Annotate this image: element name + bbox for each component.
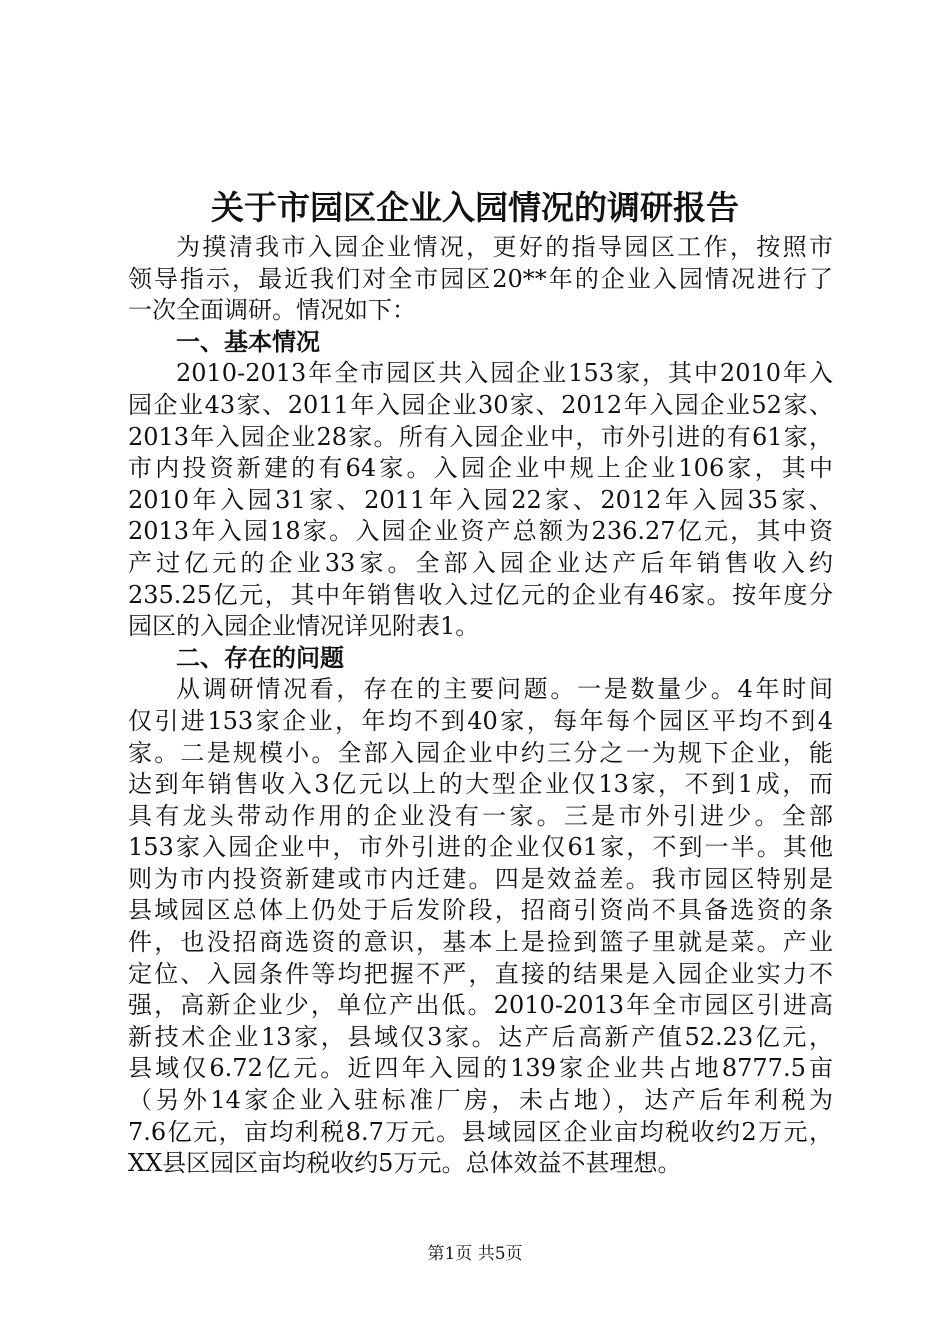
section1-line: 2013年入园18家。入园企业资产总额为236.27亿元，其中资 bbox=[128, 517, 833, 546]
section2-line: 定位、入园条件等均把握不严，直接的结果是入园企业实力不 bbox=[128, 959, 833, 988]
section2-line: 则为市内投资新建或市内迁建。四是效益差。我市园区特别是 bbox=[128, 864, 833, 893]
section2-line: 件，也没招商选资的意识，基本上是捡到篮子里就是菜。产业 bbox=[128, 928, 833, 957]
section2-line: 具有龙头带动作用的企业没有一家。三是市外引进少。全部 bbox=[128, 801, 833, 830]
document-title: 关于市园区企业入园情况的调研报告 bbox=[211, 188, 739, 227]
section2-line: 从调研情况看，存在的主要问题。一是数量少。4年时间 bbox=[176, 675, 833, 704]
intro-line: 为摸清我市入园企业情况，更好的指导园区工作，按照市 bbox=[176, 233, 833, 261]
section1-line: 2013年入园企业28家。所有入园企业中，市外引进的有61家， bbox=[128, 422, 833, 451]
section-heading-problems: 二、存在的问题 bbox=[176, 643, 344, 672]
section2-line: 新技术企业13家，县域仅3家。达产后高新产值52.23亿元， bbox=[128, 1022, 833, 1051]
section-heading-basic: 一、基本情况 bbox=[176, 327, 320, 356]
document-body bbox=[128, 232, 833, 1180]
section2-line: 家。二是规模小。全部入园企业中约三分之一为规下企业，能 bbox=[128, 738, 833, 767]
section1-line: 2010-2013年全市园区共入园企业153家，其中2010年入 bbox=[176, 359, 833, 388]
section1-line: 市内投资新建的有64家。入园企业中规上企业106家，其中 bbox=[128, 454, 833, 483]
section1-line: 2010年入园31家、2011年入园22家、2012年入园35家、 bbox=[128, 485, 833, 514]
section2-line: 达到年销售收入3亿元以上的大型企业仅13家，不到1成，而 bbox=[128, 770, 833, 799]
section2-line: 153家入园企业中，市外引进的企业仅61家，不到一半。其他 bbox=[128, 833, 833, 862]
section2-line: （另外14家企业入驻标准厂房，未占地），达产后年利税为 bbox=[128, 1086, 833, 1115]
section2-line: 强，高新企业少，单位产出低。2010-2013年全市园区引进高 bbox=[128, 991, 833, 1020]
section1-line: 园企业43家、2011年入园企业30家、2012年入园企业52家、 bbox=[128, 390, 833, 419]
section1-line: 产过亿元的企业33家。全部入园企业达产后年销售收入约 bbox=[128, 548, 833, 577]
section2-line: XX县区园区亩均税收约5万元。总体效益不甚理想。 bbox=[128, 1149, 682, 1178]
section1-line: 235.25亿元，其中年销售收入过亿元的企业有46家。按年度分 bbox=[128, 580, 833, 609]
page-number-footer: 第1页 共5页 bbox=[427, 1244, 523, 1264]
section1-line: 园区的入园企业情况详见附表1。 bbox=[128, 612, 480, 641]
section2-line: 县域仅6.72亿元。近四年入园的139家企业共占地8777.5亩 bbox=[128, 1054, 833, 1083]
section2-line: 仅引进153家企业，年均不到40家，每年每个园区平均不到4 bbox=[128, 706, 833, 735]
section2-line: 县域园区总体上仍处于后发阶段，招商引资尚不具备选资的条 bbox=[128, 896, 833, 925]
section2-line: 7.6亿元，亩均利税8.7万元。县域园区企业亩均税收约2万元， bbox=[128, 1117, 833, 1146]
intro-line: 一次全面调研。情况如下： bbox=[128, 296, 416, 325]
intro-line: 领导指示，最近我们对全市园区20**年的企业入园情况进行了 bbox=[128, 264, 833, 293]
